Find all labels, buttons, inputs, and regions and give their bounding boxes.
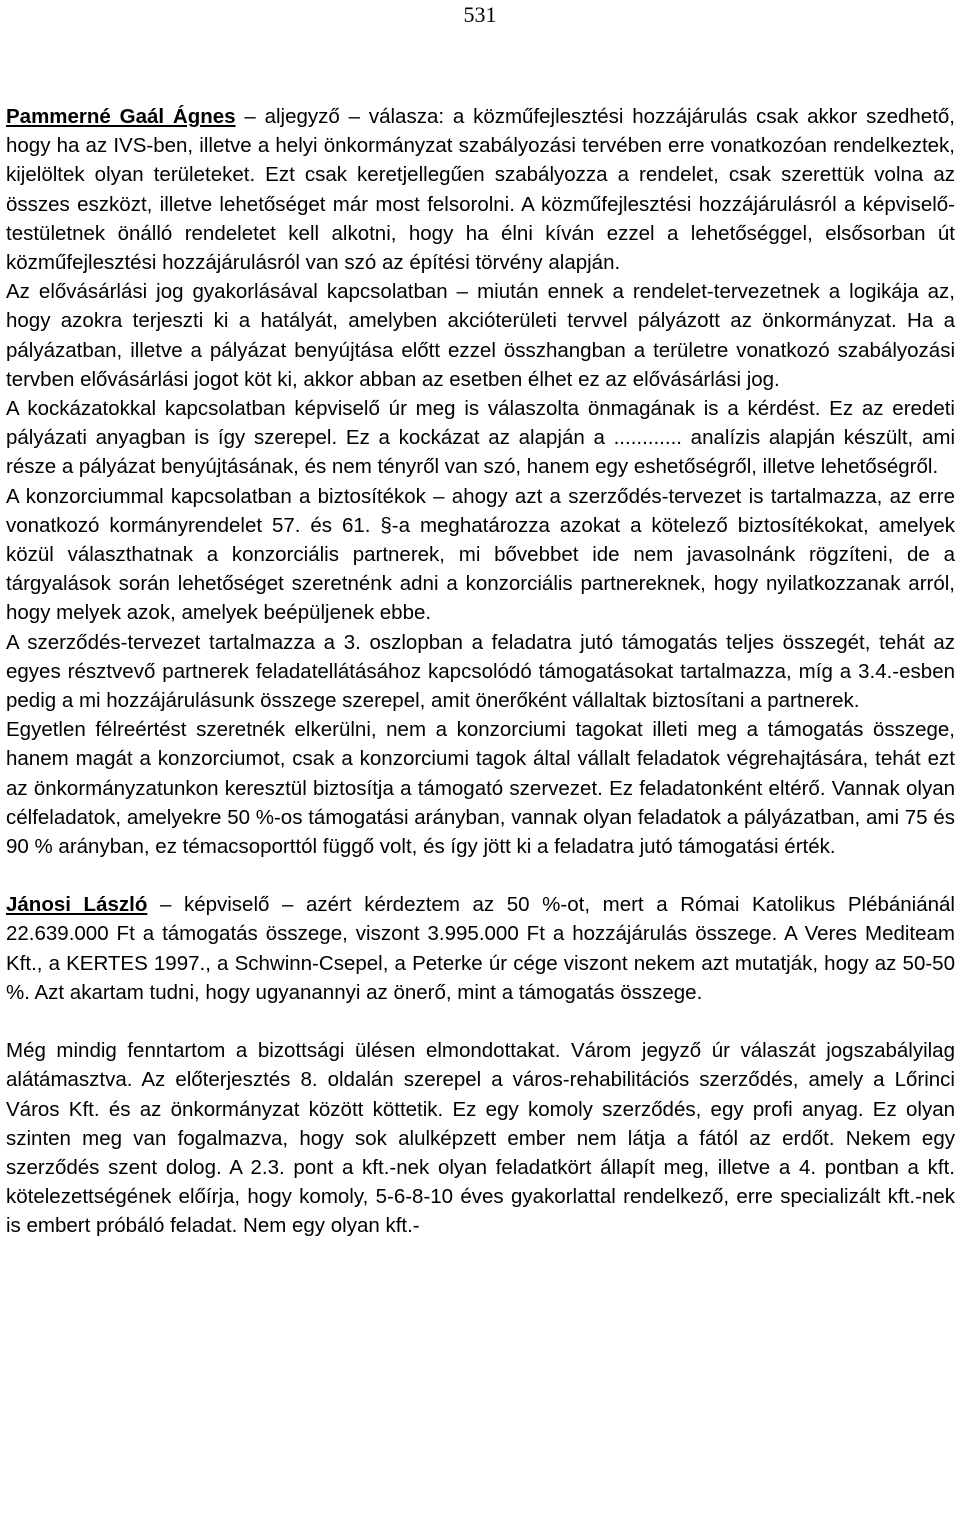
paragraph-text: – aljegyző – válasza: a közműfejlesztési hozzájárulás csak akkor szedhető, hogy ha az IVS-ben, illetve a helyi önkormányzat szabályozási tervében erre vonatkozóan rendelkeztek, kijelöltek olyan területeket. Ezt csak keretjellegűen szabályozza a rendelet, csak szerettük volna az összes eszközt, illetve lehetőséget már most felsorolni. A közműfejlesztési hozzájárulásról a képviselő-testületnek önálló rendeletet kell alkotni, hogy ha élni kíván ezzel a lehetőséggel, elsősorban út közműfejlesztési hozzájárulásról van szó az építési törvény alapján.	[6, 105, 955, 275]
paragraph-misunderstanding: Egyetlen félreértést szeretnék elkerülni, nem a konzorciumi tagokat illeti meg a támogatás összege, hanem magát a konzorciumot, csak a konzorciumi tagok által vállalt feladatok végrehajtására, tehát ezt az önkormányzatunkon keresztül biztosítja a támogató szervezet. Ez feladatonként eltérő. Vannak olyan célfeladatok, amelyekre 50 %-os támogatási arányban, vannak olyan feladatok a pályázatban, ami 75 és 90 % arányban, ez témacsoporttól függő volt, és így jött ki a feladatra jutó támogatási érték.	[6, 718, 955, 859]
paragraph-gaal-reply	[6, 102, 955, 277]
document-body	[6, 102, 955, 1241]
paragraph-risks: A kockázatokkal kapcsolatban képviselő úr meg is válaszolta önmagának is a kérdést. Ez az eredeti pályázati anyagban is így szerepel. Ez a kockázat az alapján a ............ analízis alapján készült, ami része a pályázat benyújtásának, és nem tényről van szó, hanem egy eshetőségről, illetve lehetőségről.	[6, 397, 955, 479]
page-number: 531	[463, 2, 497, 27]
speaker-name: Jánosi László	[6, 893, 148, 917]
paragraph-gap	[6, 861, 955, 890]
paragraph-text: – képviselő – azért kérdeztem az 50 %-ot, mert a Római Katolikus Plébániánál 22.639.000 Ft a támogatás összege, viszont 3.995.000 Ft a hozzájárulás összege. A Veres Mediteam Kft., a KERTES 1997., a Schwinn-Csepel, a Peterke úr cége viszont nekem azt mutatják, hogy az 50-50 %. Azt akartam tudni, hogy ugyanannyi az önerő, mint a támogatás összege.	[6, 893, 955, 1004]
speaker-name: Pammerné Gaál Ágnes	[6, 105, 236, 128]
paragraph-consortium-guarantees: A konzorciummal kapcsolatban a biztosítékok – ahogy azt a szerződés-tervezet is tartalmazza, az erre vonatkozó kormányrendelet 57. és 61. §-a meghatározza azokat a kötelező biztosítékokat, amelyek közül választhatnak a konzorciális partnerek, mi bővebbet ide nem javasolnánk rögzíteni, de a tárgyalások során lehetőséget szeretnénk adni a konzorciális partnereknek, hogy nyilatkozzanak arról, hogy melyek azok, amelyek beépüljenek ebbe.	[6, 484, 955, 625]
paragraph-janosi-continued: Még mindig fenntartom a bizottsági ülésen elmondottakat. Várom jegyző úr válaszát jogszabályilag alátámasztva. Az előterjesztés 8. oldalán szerepel a város-rehabilitációs szerződés, amely a Lőrinci Város Kft. és az önkormányzat között köttetik. Ez egy komoly szerződés, egy profi anyag. Ez olyan szinten meg van fogalmazva, hogy sok alulképzett ember nem látja a fától az erdőt. Nekem egy szerződés szent dolog. A 2.3. pont a kft.-nek olyan feladatkört állapít meg, illetve a 4. pontban a kft. kötelezettségének előírja, hogy komoly, 5-6-8-10 éves gyakorlattal rendelkező, erre specializált kft.-nek is embert próbáló feladat. Nem egy olyan kft.-	[6, 1039, 955, 1238]
paragraph-janosi-question	[6, 890, 955, 1007]
paragraph-gap	[6, 1007, 955, 1036]
paragraph-preemption-right: Az elővásárlási jog gyakorlásával kapcsolatban – miután ennek a rendelet-tervezetnek a logikája az, hogy azokra terjeszti ki a hatályát, amelyben akcióterületi tervvel pályázott az önkormányzat. Ha a pályázatban, illetve a pályázat benyújtása előtt ezzel összhangban a területre vonatkozó szabályozási tervben elővásárlási jogot köt ki, akkor abban az esetben élhet ez az elővásárlási jog.	[6, 280, 955, 391]
paragraph-contract-draft: A szerződés-tervezet tartalmazza a 3. oszlopban a feladatra jutó támogatás teljes összegét, tehát az egyes résztvevő partnerek feladatellátásához kapcsolódó támogatásokat tartalmazza, míg a 3.4.-esben pedig a mi hozzájárulásunk összege szerepel, amit önerőként vállaltak biztosítani a partnerek.	[6, 630, 955, 713]
